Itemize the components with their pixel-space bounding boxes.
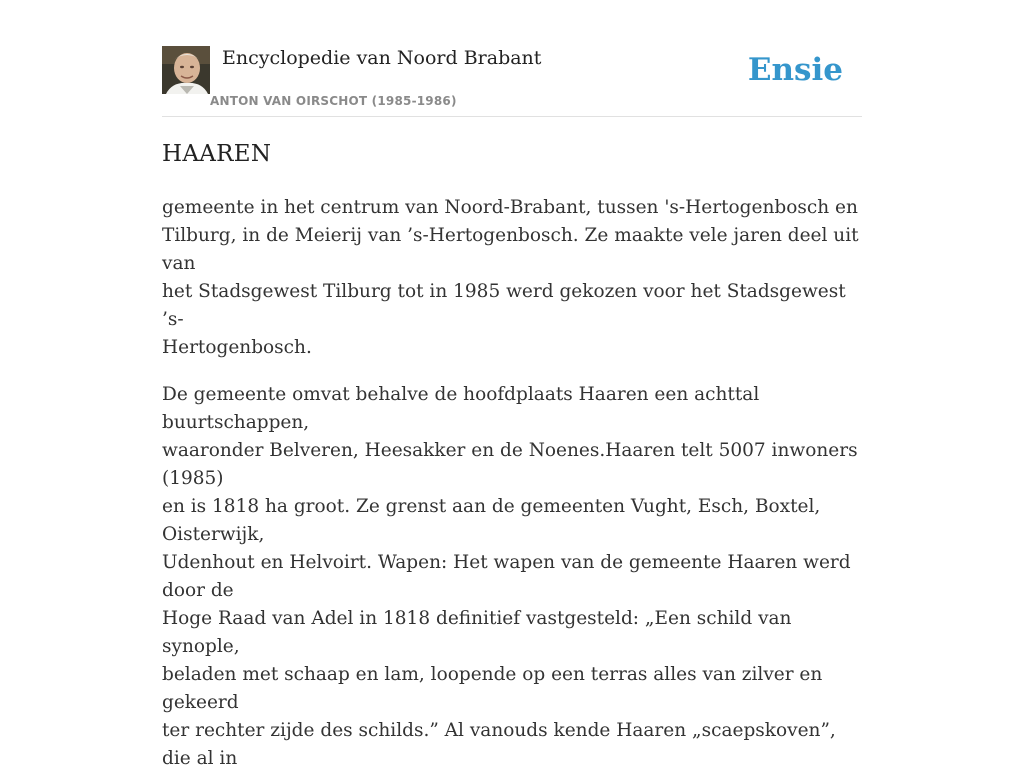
avatar[interactable] (162, 46, 210, 94)
article-paragraph: De gemeente omvat behalve de hoofdplaats Haaren een achttal buurtschappen, waaronder Belveren, Heesakker en de Noenes.Haaren telt 5007 inwoners (1985) en is 1818 ha groot. Ze grenst aan de gemeenten Vught, Esch, Boxtel, Oisterwijk, Udenhout en Helvoirt. Wapen: Het wapen van de gemeente Haaren werd door de Hoge Raad van Adel in 1818 definitief vastgesteld: „Een schild van synople, beladen met schaap en lam, loopende op een terras alles van zilver en gekeerd ter rechter zijde des schilds.” Al vanouds kende Haaren „scaepskoven”, die al in (162, 384, 858, 769)
author-portrait-icon (162, 46, 210, 94)
encyclopedia-title[interactable]: Encyclopedie van Noord Brabant (222, 47, 542, 69)
article-paragraph: gemeente in het centrum van Noord-Brabant, tussen 's-Hertogenbosch en Tilburg, in de Meierij van ’s-Hertogenbosch. Ze maakte vele jaren deel uit van het Stadsgewest Tilburg tot in 1985 werd gekozen voor het Stadsgewest ’s- Hertogenbosch. (162, 197, 859, 358)
author-name[interactable]: ANTON VAN OIRSCHOT (1985-1986) (210, 94, 457, 108)
article-title: HAAREN (162, 141, 272, 167)
header (162, 46, 862, 117)
brand-logo[interactable]: Ensie (747, 52, 843, 88)
article (162, 138, 862, 773)
